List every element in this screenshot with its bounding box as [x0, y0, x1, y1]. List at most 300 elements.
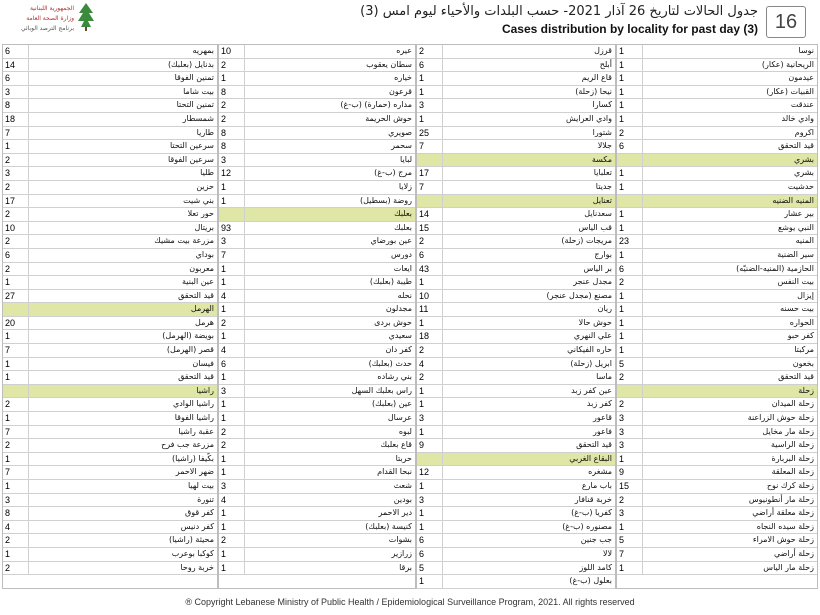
- case-count: 7: [3, 344, 29, 357]
- table-row: [3, 276, 217, 290]
- table-row: [219, 439, 415, 453]
- case-count: 10: [3, 222, 29, 235]
- table-row: [417, 317, 615, 331]
- locality-name: زحلة المعلقة: [771, 467, 814, 477]
- case-count: 1: [219, 303, 245, 316]
- case-count: 6: [3, 72, 29, 85]
- locality-name: إيزال: [797, 290, 814, 300]
- locality-name: حدشيت: [787, 181, 814, 191]
- table-row: [617, 249, 817, 263]
- page-number-box: 16: [766, 6, 806, 38]
- locality-name: مرج (ب-غ): [374, 168, 412, 178]
- table-row: [417, 507, 615, 521]
- locality-name: جلالا: [597, 141, 612, 151]
- locality-name: جديتا: [595, 181, 612, 191]
- locality-name: تمنين التحتا: [176, 100, 214, 110]
- locality-name: لالا: [602, 548, 612, 558]
- copyright-footer: ® Copyright Lebanese Ministry of Public Health / Epidemiological Surveillance Program, 2021. All rights reserved: [185, 597, 635, 607]
- case-count: 7: [617, 548, 643, 561]
- table-row: [417, 99, 615, 113]
- table-row: [417, 521, 615, 535]
- locality-name: قرعون: [388, 86, 412, 96]
- table-row: [617, 317, 817, 331]
- locality-name: بعلبك: [394, 222, 412, 232]
- table-row: [3, 453, 217, 467]
- case-count: 1: [219, 181, 245, 194]
- locality-name: الحواره: [789, 317, 814, 327]
- table-row: [617, 453, 817, 467]
- locality-name: مريجات (زحلة): [561, 236, 612, 246]
- table-row: [417, 426, 615, 440]
- table-row: [617, 263, 817, 277]
- locality-name: بيت لهيا: [187, 481, 214, 490]
- table-row: [417, 385, 615, 399]
- table-row: [617, 344, 817, 358]
- case-count: 4: [219, 494, 245, 507]
- case-count: 4: [3, 521, 29, 534]
- locality-name: زحلة: [798, 385, 814, 395]
- locality-name: قيد التحقق: [778, 141, 814, 151]
- table-row: [3, 317, 217, 331]
- locality-name: كفر دان: [385, 345, 412, 355]
- table-row: [417, 86, 615, 100]
- locality-name: زحلة الميدان: [771, 399, 814, 409]
- table-row: [219, 494, 415, 508]
- table-row: [417, 276, 615, 290]
- table-row: [3, 181, 217, 195]
- case-count: 1: [219, 263, 245, 276]
- case-count: 1: [617, 317, 643, 330]
- table-row: [219, 466, 415, 480]
- locality-name: سطان يعقوب: [366, 59, 412, 69]
- case-count: 2: [219, 534, 245, 547]
- district-header-row: [417, 195, 615, 209]
- case-count: 1: [3, 412, 29, 425]
- case-count: 1: [219, 195, 245, 208]
- locality-name: سرعين الفوقا: [167, 154, 214, 164]
- locality-name: ابريل (زحلة): [570, 358, 612, 368]
- case-count: 1: [617, 562, 643, 575]
- case-count: 2: [3, 534, 29, 547]
- table-row: [219, 86, 415, 100]
- locality-name: قيد التحقق: [778, 372, 814, 382]
- locality-name: تعلبايا: [593, 168, 612, 178]
- table-row: [617, 398, 817, 412]
- case-count: 10: [219, 45, 245, 58]
- case-count: [219, 208, 245, 221]
- table-row: [219, 507, 415, 521]
- page-header: [0, 0, 820, 44]
- case-count: 1: [617, 249, 643, 262]
- table-row: [617, 466, 817, 480]
- locality-name: راشيا: [196, 385, 214, 395]
- table-row: [3, 494, 217, 508]
- table-row: [3, 45, 217, 59]
- table-row: [417, 45, 615, 59]
- case-count: 7: [3, 466, 29, 479]
- locality-name: بر الياس: [583, 263, 612, 273]
- table-row: [617, 276, 817, 290]
- case-count: 11: [417, 303, 443, 316]
- table-row: [3, 208, 217, 222]
- case-count: 9: [617, 466, 643, 479]
- case-count: 2: [417, 45, 443, 58]
- case-count: 2: [417, 371, 443, 384]
- table-row: [219, 140, 415, 154]
- case-count: 1: [417, 385, 443, 398]
- table-row: [417, 562, 615, 576]
- locality-name: أبلح: [599, 59, 612, 69]
- table-row: [617, 548, 817, 562]
- locality-name: عيره: [396, 46, 412, 55]
- case-count: 3: [219, 385, 245, 398]
- locality-name: كنيسة (بعلبك): [365, 521, 412, 531]
- district-header-row: [617, 385, 817, 399]
- logo-line-1: الجمهورية اللبنانية: [29, 5, 74, 12]
- case-count: 6: [417, 534, 443, 547]
- table-row: [417, 263, 615, 277]
- title-english: Cases distribution by locality for past day (3): [501, 22, 758, 36]
- table-row: [417, 494, 615, 508]
- locality-name: مجدلون: [385, 304, 412, 314]
- case-count: 14: [3, 59, 29, 72]
- case-count: 2: [417, 344, 443, 357]
- table-row: [3, 466, 217, 480]
- table-row: [3, 59, 217, 73]
- locality-name: حاره الفيكاني: [567, 345, 612, 355]
- case-count: 3: [617, 412, 643, 425]
- case-count: 10: [417, 290, 443, 303]
- case-count: 1: [3, 330, 29, 343]
- table-row: [3, 412, 217, 426]
- table-row: [617, 99, 817, 113]
- district-header-row: [417, 453, 615, 467]
- case-count: 9: [417, 439, 443, 452]
- case-count: 1: [617, 167, 643, 180]
- case-count: 27: [3, 290, 29, 303]
- case-count: 17: [417, 167, 443, 180]
- table-row: [417, 167, 615, 181]
- case-count: 2: [617, 127, 643, 140]
- district-header-row: [417, 154, 615, 168]
- table-row: [219, 426, 415, 440]
- table-row: [617, 507, 817, 521]
- locality-name: كفر حبو: [787, 331, 814, 341]
- case-count: 8: [219, 86, 245, 99]
- table-row: [219, 235, 415, 249]
- table-row: [417, 127, 615, 141]
- table-row: [219, 154, 415, 168]
- table-row: [617, 127, 817, 141]
- locality-name: عيدمون: [788, 73, 814, 83]
- locality-name: عرسال: [387, 413, 412, 423]
- case-count: 2: [3, 154, 29, 167]
- locality-name: زحلة مار أنطونيوس: [748, 494, 814, 504]
- table-row: [417, 59, 615, 73]
- case-count: 1: [3, 358, 29, 371]
- locality-name: هرمل: [195, 317, 214, 327]
- table-row: [417, 113, 615, 127]
- case-count: 7: [3, 127, 29, 140]
- table-row: [417, 371, 615, 385]
- table-row: [417, 398, 615, 412]
- case-count: 5: [617, 358, 643, 371]
- locality-name: سعدنايل: [584, 209, 612, 219]
- locality-name: خربة قنافار: [574, 494, 612, 504]
- table-row: [617, 45, 817, 59]
- locality-name: بويضة (الهرمل): [162, 331, 214, 341]
- locality-name: مصنوره (ب-غ): [562, 521, 612, 531]
- table-row: [617, 208, 817, 222]
- locality-name: فاعور: [592, 426, 612, 436]
- locality-name: بكّيفا (راشيا): [172, 453, 214, 463]
- table-row: [219, 167, 415, 181]
- ministry-logo: [8, 3, 98, 39]
- case-count: [417, 195, 443, 208]
- case-count: 18: [3, 113, 29, 126]
- locality-name: مصنع (مجدل عنجر): [546, 290, 612, 300]
- case-count: 2: [617, 494, 643, 507]
- locality-name: صويري: [388, 127, 412, 137]
- locality-name: البقاع الغربي: [569, 453, 612, 463]
- locality-name: بني رشاده: [377, 372, 412, 382]
- case-count: 1: [219, 398, 245, 411]
- locality-name: قرزل: [594, 46, 612, 55]
- locality-name: دير الاحمر: [378, 508, 412, 518]
- locality-name: مزرعة جب فرح: [161, 440, 214, 450]
- logo-line-3: برنامج الترصد الوبائي: [20, 25, 74, 32]
- case-count: 3: [617, 426, 643, 439]
- locality-name: بمهريه: [192, 46, 214, 55]
- case-count: 1: [417, 521, 443, 534]
- locality-name: نحله: [397, 290, 412, 300]
- locality-name: مداره (حمارة) (ب-غ): [340, 100, 412, 110]
- table-row: [617, 371, 817, 385]
- locality-name: قصر (الهرمل): [166, 345, 214, 355]
- case-count: 14: [417, 208, 443, 221]
- table-row: [417, 72, 615, 86]
- case-count: 1: [617, 59, 643, 72]
- case-count: [617, 154, 643, 167]
- case-count: 1: [3, 276, 29, 289]
- locality-name: حربتا: [395, 453, 412, 463]
- locality-name: روضة (بسطيل): [360, 195, 412, 205]
- table-row: [219, 385, 415, 399]
- case-count: 2: [219, 439, 245, 452]
- case-count: 1: [219, 548, 245, 561]
- locality-name: ماسا: [596, 372, 612, 382]
- locality-name: خياره: [394, 73, 412, 83]
- table-row: [3, 398, 217, 412]
- case-count: 4: [219, 344, 245, 357]
- locality-name: قيد التحقق: [576, 440, 612, 450]
- case-count: 3: [3, 86, 29, 99]
- table-row: [417, 222, 615, 236]
- case-count: 3: [3, 167, 29, 180]
- table-row: [417, 249, 615, 263]
- case-count: 2: [417, 235, 443, 248]
- table-row: [219, 344, 415, 358]
- locality-name: بشري: [793, 168, 814, 178]
- case-count: 2: [617, 371, 643, 384]
- locality-name: تعنايل: [592, 195, 612, 205]
- district-header-row: [219, 208, 415, 222]
- locality-name: بيت النفس: [777, 277, 814, 287]
- case-count: 3: [417, 494, 443, 507]
- table-row: [417, 140, 615, 154]
- locality-name: نوسا: [798, 46, 814, 55]
- locality-name: بشوات: [388, 535, 412, 545]
- case-count: 1: [417, 317, 443, 330]
- table-row: [219, 59, 415, 73]
- locality-name: بوداي: [195, 249, 214, 259]
- table-row: [417, 466, 615, 480]
- locality-name: ضهر الاحمر: [175, 467, 214, 477]
- case-count: 2: [219, 317, 245, 330]
- case-count: 2: [219, 426, 245, 439]
- locality-name: اكروم: [794, 127, 814, 137]
- locality-name: معربون: [189, 263, 214, 273]
- table-row: [417, 181, 615, 195]
- case-count: 1: [617, 181, 643, 194]
- case-count: 2: [617, 398, 643, 411]
- case-count: 25: [417, 127, 443, 140]
- locality-name: بيت شاما: [183, 86, 214, 96]
- table-row: [3, 562, 217, 576]
- locality-name: قاعور: [592, 413, 612, 423]
- locality-name: بيت حسنه: [780, 304, 814, 314]
- case-count: 2: [3, 439, 29, 452]
- case-count: 93: [219, 222, 245, 235]
- case-count: 1: [617, 99, 643, 112]
- table-row: [617, 562, 817, 576]
- locality-name: زلايا: [398, 181, 412, 191]
- case-count: 4: [417, 358, 443, 371]
- case-count: 2: [3, 208, 29, 221]
- case-count: 6: [3, 45, 29, 58]
- table-row: [617, 439, 817, 453]
- locality-name: تنورة: [197, 494, 214, 504]
- locality-name: حزين: [196, 181, 214, 191]
- case-count: 5: [417, 562, 443, 575]
- case-count: 1: [617, 521, 643, 534]
- title-arabic: جدول الحالات لتاريخ 26 آذار 2021- حسب البلدات والأحياء ليوم امس (3): [360, 4, 758, 19]
- locality-name: المنيه الضنيه: [772, 195, 814, 205]
- case-count: 2: [617, 276, 643, 289]
- table-row: [3, 439, 217, 453]
- locality-name: فيسان: [192, 358, 214, 368]
- table-row: [219, 290, 415, 304]
- table-row: [3, 534, 217, 548]
- locality-name: عندقت: [790, 100, 814, 110]
- case-count: 43: [417, 263, 443, 276]
- case-count: 1: [219, 507, 245, 520]
- locality-name: مجدل عنجر: [573, 277, 612, 287]
- locality-name: زحلة معلقة أراضي: [752, 508, 814, 518]
- case-count: 3: [617, 439, 643, 452]
- case-count: 1: [417, 86, 443, 99]
- locality-name: زحلة البربارة: [771, 453, 814, 463]
- table-row: [617, 72, 817, 86]
- table-row: [617, 521, 817, 535]
- table-row: [3, 358, 217, 372]
- table-row: [617, 140, 817, 154]
- case-count: 1: [617, 330, 643, 343]
- case-count: 1: [219, 371, 245, 384]
- locality-name: كفر دنيس: [180, 521, 214, 531]
- case-count: 3: [219, 480, 245, 493]
- case-count: 15: [617, 480, 643, 493]
- case-count: 3: [219, 235, 245, 248]
- locality-name: حوش بردى: [374, 317, 412, 327]
- case-count: 8: [219, 127, 245, 140]
- table-column-1: [2, 44, 218, 589]
- table-row: [219, 371, 415, 385]
- table-row: [219, 222, 415, 236]
- case-count: 6: [3, 249, 29, 262]
- locality-name: زحلة سيده النجاه: [756, 521, 814, 531]
- locality-name: طيبة (بعلبك): [369, 277, 412, 287]
- case-count: 2: [219, 59, 245, 72]
- case-count: 3: [3, 494, 29, 507]
- case-count: 1: [617, 453, 643, 466]
- locality-name: تمنين الفوقا: [174, 73, 214, 83]
- case-count: 1: [219, 276, 245, 289]
- table-row: [617, 235, 817, 249]
- locality-name: لبوه: [398, 426, 412, 436]
- table-row: [219, 521, 415, 535]
- case-count: 6: [219, 358, 245, 371]
- case-count: 6: [617, 263, 643, 276]
- locality-name: سعيدي: [388, 331, 412, 341]
- case-count: 1: [417, 72, 443, 85]
- table-row: [219, 195, 415, 209]
- table-row: [219, 317, 415, 331]
- table-row: [3, 426, 217, 440]
- case-count: 2: [219, 99, 245, 112]
- locality-name: برقا: [399, 562, 412, 572]
- case-count: 3: [617, 507, 643, 520]
- locality-name: حوش حالا: [578, 317, 612, 327]
- case-count: 1: [219, 453, 245, 466]
- case-count: 1: [617, 45, 643, 58]
- locality-name: الريحانية (عكار): [761, 59, 814, 69]
- case-count: 15: [417, 222, 443, 235]
- locality-name: راشيا الفوقا: [174, 413, 214, 423]
- locality-name: ايعات: [393, 263, 412, 273]
- case-count: 2: [3, 398, 29, 411]
- case-count: 1: [617, 290, 643, 303]
- locality-name: نبحا القدام: [377, 467, 412, 477]
- table-row: [219, 534, 415, 548]
- case-count: 6: [417, 548, 443, 561]
- table-row: [3, 127, 217, 141]
- locality-name: الحازمية (المنيه-الضنيّه): [736, 263, 814, 273]
- case-count: 1: [219, 466, 245, 479]
- locality-name: كفر زبد: [586, 399, 612, 409]
- locality-name: زحلة كرك نوح: [766, 481, 814, 490]
- case-count: 1: [219, 562, 245, 575]
- locality-name: بير عشار: [784, 209, 814, 219]
- locality-name: قاع الريم: [581, 73, 612, 83]
- table-row: [617, 330, 817, 344]
- table-row: [417, 303, 615, 317]
- case-count: 1: [417, 113, 443, 126]
- table-row: [219, 330, 415, 344]
- locality-name: عين البنية: [181, 277, 214, 287]
- locality-name: طليا: [200, 168, 214, 178]
- case-count: 2: [3, 181, 29, 194]
